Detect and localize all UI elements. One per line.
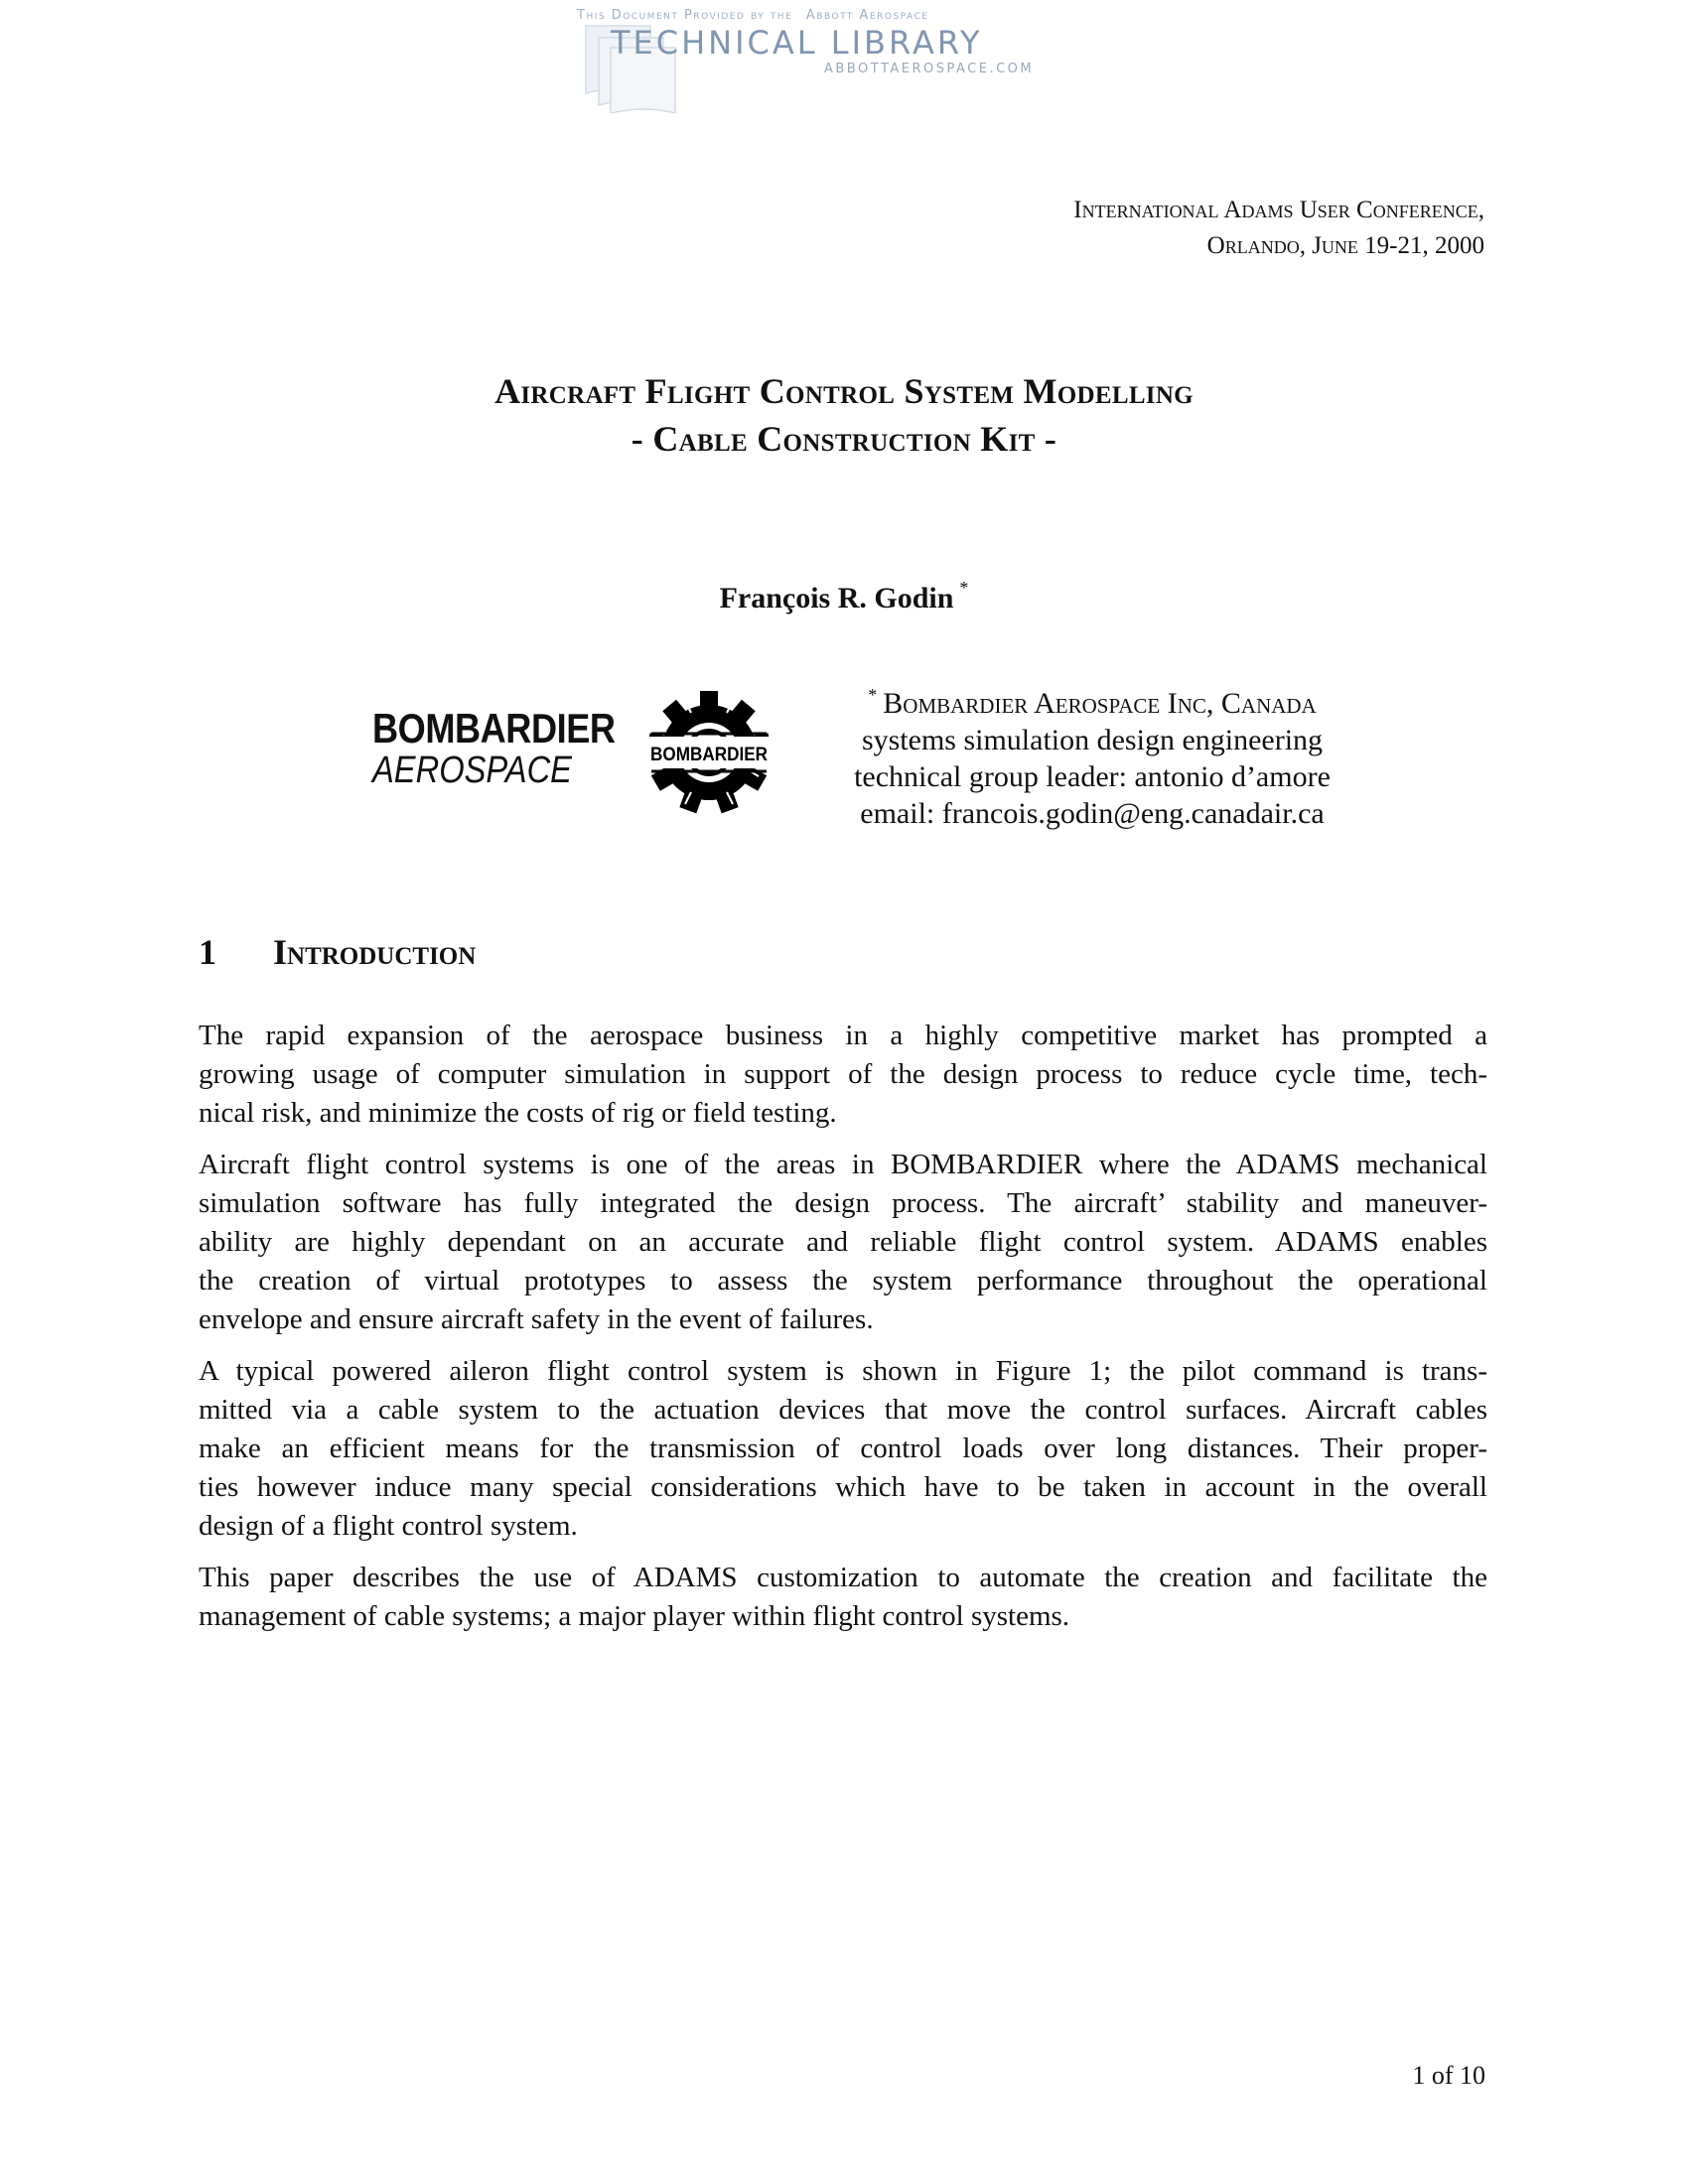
- affiliation-group-leader: technical group leader: antonio d’amore: [854, 760, 1331, 793]
- affiliation-company: Bombardier Aerospace Inc, Canada: [883, 687, 1317, 720]
- paragraph: [199, 1559, 1487, 1636]
- abbott-watermark: [571, 4, 1087, 113]
- paragraph-line: management of cable systems; a major player within flight control systems.: [199, 1600, 1070, 1632]
- watermark-technical-library: TECHNICAL LIBRARY: [611, 24, 983, 62]
- paragraph-line: This paper describes the use of ADAMS customization to automate the creation and facilitate the: [199, 1562, 1487, 1593]
- paragraph-line: envelope and ensure aircraft safety in the event of failures.: [199, 1303, 874, 1335]
- paragraph-line: growing usage of computer simulation in support of the design process to reduce cycle time, tech-: [199, 1058, 1487, 1090]
- paragraph: [199, 1146, 1487, 1339]
- bombardier-gear-emblem-icon: [645, 688, 773, 817]
- author: [0, 578, 1688, 615]
- paragraph-line: nical risk, and minimize the costs of rig or field testing.: [199, 1097, 837, 1129]
- paragraph-line: simulation software has fully integrated the design process. The aircraft’ stability and maneuver-: [199, 1187, 1487, 1219]
- paragraph-line: the creation of virtual prototypes to assess the system performance throughout the operational: [199, 1265, 1487, 1297]
- affiliation-footnote-marker: *: [868, 685, 878, 705]
- paper-title: [0, 367, 1688, 463]
- conference-location-date: Orlando, June 19-21, 2000: [1206, 232, 1484, 259]
- section-number: 1: [199, 932, 216, 972]
- paragraph-line: mitted via a cable system to the actuation devices that move the control surfaces. Aircraft cables: [199, 1394, 1487, 1426]
- affiliation-department: systems simulation design engineering: [861, 724, 1324, 756]
- paragraph: [199, 1352, 1487, 1546]
- affiliation-block: [794, 677, 1390, 832]
- paragraph-line: ability are highly dependant on an accurate and reliable flight control system. ADAMS enables: [199, 1226, 1487, 1258]
- svg-text:BOMBARDIER: BOMBARDIER: [650, 745, 769, 765]
- bombardier-aerospace-logo: [372, 707, 654, 790]
- watermark-url: ABBOTTAEROSPACE.COM: [824, 62, 1035, 76]
- author-name: François R. Godin: [719, 582, 954, 614]
- conference-name: International Adams User Conference,: [1073, 197, 1484, 223]
- title-line-1: Aircraft Flight Control System Modelling: [494, 371, 1194, 411]
- author-footnote-marker: *: [959, 578, 969, 598]
- logo-word: BOMBARDIER: [372, 705, 616, 751]
- title-line-2: - Cable Construction Kit -: [631, 419, 1057, 459]
- logo-sub: AEROSPACE: [372, 750, 572, 791]
- introduction-body: [199, 1017, 1487, 1649]
- section-title: Introduction: [273, 932, 477, 972]
- paragraph-line: A typical powered aileron flight control system is shown in Figure 1; the pilot command is trans-: [199, 1355, 1487, 1387]
- paragraph: [199, 1017, 1487, 1133]
- paragraph-line: make an efficient means for the transmission of control loads over long distances. Their proper-: [199, 1433, 1487, 1464]
- paragraph-line: The rapid expansion of the aerospace business in a highly competitive market has prompted a: [199, 1020, 1487, 1051]
- paragraph-line: ties however induce many special considerations which have to be taken in account in the overall: [199, 1471, 1487, 1503]
- paragraph-line: design of a flight control system.: [199, 1510, 578, 1542]
- section-heading-introduction: [199, 931, 476, 973]
- page-number: 1 of 10: [1412, 2061, 1485, 2090]
- affiliation-email: email: francois.godin@eng.canadair.ca: [860, 797, 1325, 830]
- conference-header: [1073, 193, 1484, 264]
- watermark-provided-by: This Document Provided by the Abbott Aerospace: [577, 8, 929, 23]
- paragraph-line: Aircraft flight control systems is one of the areas in BOMBARDIER where the ADAMS mechanical: [199, 1149, 1487, 1180]
